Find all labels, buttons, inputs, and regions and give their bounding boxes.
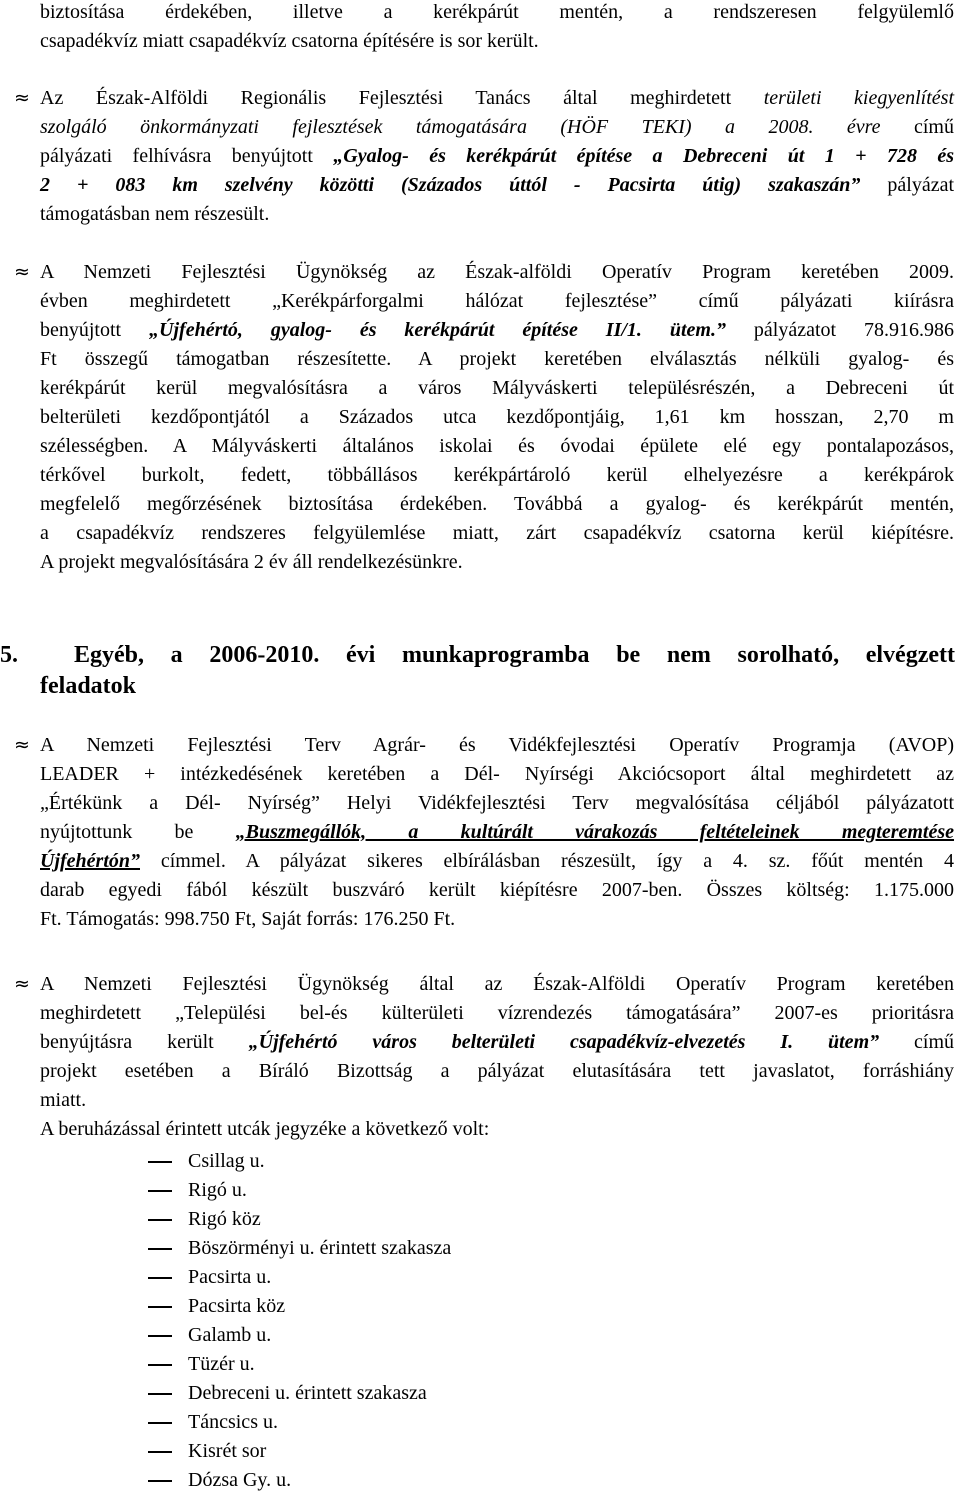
text-line: szélességben. A Mályváskerti általános iskolai és óvodai épülete elé egy pontalapozásos,: [40, 435, 954, 457]
text-line: A projekt megvalósítására 2 év áll rendelkezésünkre.: [40, 551, 463, 573]
text-line: pályázati felhívásra benyújtott „Gyalog- és kerékpárút építése a Debreceni út 1 + 728 és: [40, 145, 955, 167]
paragraph-continuation: [40, 0, 954, 56]
dash-bullet-icon: [148, 1393, 172, 1395]
dash-bullet-icon: [148, 1277, 172, 1279]
list-item: Galamb u.: [148, 1321, 451, 1350]
list-item: Tüzér u.: [148, 1350, 451, 1379]
text-line: támogatásban nem részesült.: [40, 203, 270, 225]
text-line: meghirdetett „Települési bel-és külterületi vízrendezés támogatására” 2007-es prioritásra: [40, 1002, 954, 1024]
approx-bullet-icon: ≈: [14, 734, 30, 756]
list-item: Csillag u.: [148, 1147, 451, 1176]
dash-bullet-icon: [148, 1364, 172, 1366]
text-line: szolgáló önkormányzati fejlesztések támogatására (HÖF TEKI) a 2008. évre című: [40, 116, 954, 138]
list-item: Dózsa Gy. u.: [148, 1466, 451, 1495]
street-list: [148, 1147, 451, 1495]
text-line: benyújtott „Újfehértó, gyalog- és kerékpárút építése II/1. ütem.” pályázatot 78.916.986: [40, 319, 954, 341]
list-item: Rigó köz: [148, 1205, 451, 1234]
text-line: LEADER + intézkedésének keretében a Dél- Nyírségi Akciócsoport által meghirdetett az: [40, 763, 954, 785]
bullet-item-avop-leader: [14, 731, 955, 934]
text-line: belterületi kezdőpontjától a Százados utca kezdőpontjáig, 1,61 km hosszan, 2,70 m: [40, 406, 954, 428]
text-line: 2 + 083 km szelvény közötti (Százados úttól - Pacsirta útig) szakaszán” pályázat: [40, 174, 955, 196]
text-line: Ft összegű támogatban részesítette. A projekt keretében elválasztás nélküli gyalog- és: [40, 348, 954, 370]
approx-bullet-icon: ≈: [14, 973, 30, 995]
dash-bullet-icon: [148, 1335, 172, 1337]
list-item: Kisrét sor: [148, 1437, 451, 1466]
text-line: projekt esetében a Bíráló Bizottság a pályázat elutasítására tett javaslatot, forráshiány: [40, 1060, 954, 1082]
text-line: A Nemzeti Fejlesztési Terv Agrár- és Vidékfejlesztési Operatív Programja (AVOP): [40, 734, 954, 756]
section-title: Egyéb, a 2006-2010. évi munkaprogramba be nem sorolható, elvégzett feladatok: [40, 642, 955, 699]
text-line: Az Észak-Alföldi Regionális Fejlesztési Tanács által meghirdetett területi kiegyenlítést: [40, 87, 955, 109]
text-line: miatt.: [40, 1089, 87, 1111]
text-line: csapadékvíz miatt csapadékvíz csatorna építésére is sor került.: [40, 30, 539, 52]
list-item: Pacsirta köz: [148, 1292, 451, 1321]
text-line: A Nemzeti Fejlesztési Ügynökség az Észak-alföldi Operatív Program keretében 2009.: [40, 261, 954, 283]
dash-bullet-icon: [148, 1451, 172, 1453]
text-line: darab egyedi fából készült buszváró került kiépítésre 2007-ben. Összes költség: 1.175.000: [40, 879, 954, 901]
dash-bullet-icon: [148, 1480, 172, 1482]
text-line: Ft. Támogatás: 998.750 Ft, Saját forrás: 176.250 Ft.: [40, 908, 456, 930]
section-number: 5.: [0, 642, 18, 668]
text-line: kerékpárút kerül megvalósításra a város Mályváskerti településrészén, a Debreceni út: [40, 377, 954, 399]
list-item: Táncsics u.: [148, 1408, 451, 1437]
dash-bullet-icon: [148, 1161, 172, 1163]
dash-bullet-icon: [148, 1306, 172, 1308]
list-item: Debreceni u. érintett szakasza: [148, 1379, 451, 1408]
text-line: benyújtásra került „Újfehértó város belterületi csapadékvíz-elvezetés I. ütem” című: [40, 1031, 955, 1053]
bullet-item-kerekparut: [14, 258, 954, 577]
approx-bullet-icon: ≈: [14, 261, 30, 283]
text-line: a csapadékvíz rendszeres felgyülemlése miatt, zárt csapadékvíz csatorna kerül kiépítésre.: [40, 522, 954, 544]
dash-bullet-icon: [148, 1422, 172, 1424]
bullet-item-vizrendezes: [14, 970, 955, 1144]
text-line: nyújtottunk be „Buszmegállók, a kultúrált várakozás feltételeinek megteremtése: [40, 821, 955, 843]
text-line: A Nemzeti Fejlesztési Ügynökség által az Észak-Alföldi Operatív Program keretében: [40, 973, 954, 995]
list-item: Pacsirta u.: [148, 1263, 451, 1292]
text-line: térkővel burkolt, fedett, többállásos kerékpártároló kerül elhelyezésre a kerékpárok: [40, 464, 954, 486]
list-item: Rigó u.: [148, 1176, 451, 1205]
text-line: megfelelő megőrzésének biztosítása érdekében. Továbbá a gyalog- és kerékpárút mentén,: [40, 493, 954, 515]
text-line: biztosítása érdekében, illetve a kerékpárút mentén, a rendszeresen felgyülemlő: [40, 1, 954, 23]
bullet-item-hof-teki: [14, 84, 955, 229]
text-line: A beruházással érintett utcák jegyzéke a következő volt:: [40, 1118, 490, 1140]
text-line: „Értékünk a Dél- Nyírség” Helyi Vidékfejlesztési Terv megvalósítása céljából pályázatott: [40, 792, 954, 814]
approx-bullet-icon: ≈: [14, 87, 30, 109]
dash-bullet-icon: [148, 1190, 172, 1192]
dash-bullet-icon: [148, 1248, 172, 1250]
list-item: Böszörményi u. érintett szakasza: [148, 1234, 451, 1263]
dash-bullet-icon: [148, 1219, 172, 1221]
text-line: évben meghirdetett „Kerékpárforgalmi hálózat fejlesztése” című pályázati kiírásra: [40, 290, 954, 312]
text-line: Újfehértón” címmel. A pályázat sikeres elbírálásban részesült, így a 4. sz. főút mentén 4: [40, 850, 954, 872]
